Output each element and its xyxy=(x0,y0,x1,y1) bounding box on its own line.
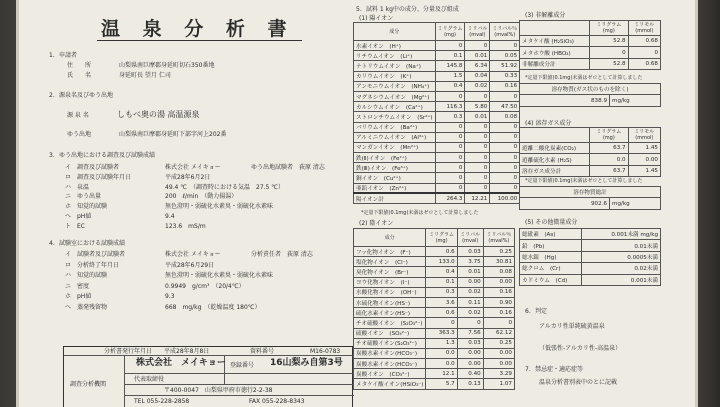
anion-cell: 0.16 xyxy=(483,308,514,318)
gas-row xyxy=(520,165,661,176)
cation-cell: 47.50 xyxy=(490,102,520,112)
gas-note: *定量下限値(0.1mg)未満はゼロとして計算しました xyxy=(525,178,643,184)
anion-cell: 0.3 xyxy=(426,287,457,297)
s4-row-key: へ 蒸発残留物 xyxy=(65,304,108,311)
cation-row xyxy=(354,142,520,152)
anion-cell: 0.03 xyxy=(457,247,483,257)
anion-cell: 塩化物イオン (Cl⁻) xyxy=(354,257,426,267)
anion-cell: 7.56 xyxy=(457,328,483,338)
cation-cell: 銅イオン (Cu²⁺) xyxy=(354,173,436,183)
cation-cell: 亜鉛イオン (Zn²⁺) xyxy=(354,183,436,193)
company-name: 株式会社 メイキョー xyxy=(136,358,226,368)
ref-number-value: M16-0783 xyxy=(310,348,341,355)
cation-row xyxy=(354,122,520,132)
cation-row xyxy=(354,112,520,122)
cation-cell: 水素イオン (H⁺) xyxy=(354,41,436,51)
undis-cell: 0.68 xyxy=(628,58,660,69)
anion-cell: 0.25 xyxy=(483,338,514,348)
trace-cell: カドミウム (Cd) xyxy=(520,274,582,285)
gas-cell: 1.45 xyxy=(628,165,660,176)
anion-cell: 水硫化物イオン(HS⁻) xyxy=(354,297,426,307)
cation-cell: 0.04 xyxy=(465,71,490,81)
anion-cell: 0.00 xyxy=(483,348,514,358)
s4-row-key: ハ 知覚的試験 xyxy=(65,272,108,280)
cation-cell: 116.3 xyxy=(435,102,465,112)
cation-header: 成分 xyxy=(354,23,436,41)
gas-row xyxy=(520,154,661,165)
anion-cell: 0.02 xyxy=(457,308,483,318)
gas-header: ミリグラム (mg) xyxy=(590,128,629,143)
gas-cell: 63.7 xyxy=(590,143,629,154)
cation-cell: 0.01 xyxy=(465,112,490,122)
s4-row-value: 0.9949 g/cm³ （20/4℃） xyxy=(165,282,245,290)
anion-cell: 0.00 xyxy=(457,359,483,369)
trace-cell: 鉛 (Pb) xyxy=(520,240,582,251)
s3-row-value: 平成28年6月2日 xyxy=(165,173,211,181)
trace-cell: 0.02未満 xyxy=(582,263,661,274)
company-fax: FAX 055-228-8343 xyxy=(249,398,305,405)
anion-cell: 0.03 xyxy=(457,338,483,348)
gas-header: ミリモル (mmol) xyxy=(628,128,660,143)
s1-num: 1. xyxy=(49,52,55,59)
anion-row xyxy=(354,369,515,379)
s3-row-key: ハ 泉温 xyxy=(65,183,90,191)
cation-cell: アンモニウムイオン (NH₄⁺) xyxy=(354,81,436,91)
cation-cell: 鉄(Ⅱ)イオン (Fe²⁺) xyxy=(354,153,436,163)
cation-row xyxy=(354,71,520,81)
anion-cell: メタケイ酸イオン(HSiO₃⁻) xyxy=(354,379,426,389)
cation-cell: 0 xyxy=(465,173,490,183)
anion-cell: 0 xyxy=(483,318,514,328)
dissolved-solids-unit: mg/kg xyxy=(610,95,661,106)
trace-row xyxy=(520,263,661,274)
trace-cell: 0.0005未満 xyxy=(582,251,661,262)
cation-cell: 0 xyxy=(435,183,465,193)
trace-cell: 0.001未満 xyxy=(582,274,661,285)
anion-cell: 0.00 xyxy=(483,277,514,287)
cation-row xyxy=(354,153,520,163)
anion-cell: 0.02 xyxy=(457,287,483,297)
cation-cell: 6.34 xyxy=(465,61,490,71)
cation-cell: 0 xyxy=(465,183,490,193)
anion-table xyxy=(353,228,515,390)
title-underline xyxy=(97,40,302,41)
anion-cell: フッ化物イオン (F⁻) xyxy=(354,247,426,257)
anion-row xyxy=(354,287,515,297)
anion-cell: 1.3 xyxy=(426,338,457,348)
total-solids-unit: mg/kg xyxy=(610,198,661,209)
anion-row xyxy=(354,267,515,277)
anion-cell: 0.0 xyxy=(426,348,457,358)
cation-total-cell: 100.00 xyxy=(490,193,520,203)
cation-cell: 0.1 xyxy=(435,51,465,61)
anion-header: ミリバル％ (mval%) xyxy=(483,229,514,247)
anion-cell: 炭酸水素イオン(HCO₃⁻) xyxy=(354,348,426,358)
cation-cell: アルミニウムイオン (Al³⁺) xyxy=(354,132,436,142)
anion-cell: 0.08 xyxy=(483,267,514,277)
s3-num: 3. xyxy=(49,152,55,159)
s1-addr-value: 山梨県南巨摩郡身延町切石350番地 xyxy=(119,62,215,69)
s3-row-key: イ 調査及び試験者 xyxy=(65,164,120,171)
anion-cell: 30.81 xyxy=(483,257,514,267)
undis-cell: 0.68 xyxy=(628,36,660,47)
cation-cell: 0 xyxy=(490,91,520,101)
cation-cell: 0.01 xyxy=(465,51,490,61)
cation-cell: 0 xyxy=(435,142,465,152)
anion-row xyxy=(354,277,515,287)
anion-cell: 3.75 xyxy=(457,257,483,267)
anion-cell: ヨウ化物イオン (I⁻) xyxy=(354,277,426,287)
anion-row xyxy=(354,328,515,338)
cation-cell: 145.8 xyxy=(435,61,465,71)
s4-num: 4. xyxy=(49,240,55,247)
anion-row xyxy=(354,348,515,358)
representative-label: 代表取締役 xyxy=(134,376,165,383)
anion-row xyxy=(354,257,515,267)
cation-cell: 0 xyxy=(465,122,490,132)
anion-header: ミリバル (mval) xyxy=(457,229,483,247)
anion-cell: 臭化物イオン (Br⁻) xyxy=(354,267,426,277)
trace-cell: 0.001未満 mg/kg xyxy=(582,229,661,240)
issue-date-value: 平成28年8月8日 xyxy=(164,348,210,355)
cation-cell: カルシウムイオン (Ca²⁺) xyxy=(354,102,436,112)
cation-cell: 0 xyxy=(465,163,490,173)
analysis-document xyxy=(16,0,698,407)
anion-cell: 0.40 xyxy=(457,369,483,379)
anion-cell: 0.4 xyxy=(426,267,457,277)
anion-cell: チオ硫酸イオン(S₂O₃²⁻) xyxy=(354,338,426,348)
cation-row xyxy=(354,91,520,101)
anion-cell: 1.07 xyxy=(483,379,514,389)
s4-row-key: ホ pH値 xyxy=(65,293,92,301)
cation-cell: 0 xyxy=(490,163,520,173)
anion-header: 成分 xyxy=(354,229,426,247)
undis-cell: 52.8 xyxy=(590,36,629,47)
cation-table xyxy=(353,22,520,204)
s3-row-key: ロ 調査及び試験年月日 xyxy=(65,173,132,181)
anion-cell: 0.00 xyxy=(483,359,514,369)
cation-cell: 0 xyxy=(435,173,465,183)
anion-cell: 0.13 xyxy=(457,379,483,389)
cation-note: *定量下限値(0.1mg)未満はゼロとして計算しました xyxy=(361,210,479,216)
anion-cell: 3.6 xyxy=(426,297,457,307)
anion-cell: 0.90 xyxy=(483,297,514,307)
cation-cell: 0.05 xyxy=(490,51,520,61)
s2-source-value: しもべ奥の湯 高温源泉 xyxy=(117,110,200,119)
cation-cell: 0.3 xyxy=(435,112,465,122)
gas-cell: 63.7 xyxy=(590,165,629,176)
anion-cell: 62.12 xyxy=(483,328,514,338)
anion-cell: 0.01 xyxy=(457,267,483,277)
cation-row xyxy=(354,173,520,183)
s3-row-value: 無色澄明・弱硫化水素臭・弱硫化水素味 xyxy=(165,203,274,211)
s4-row-value: 無色澄明・弱硫化水素臭・弱硫化水素味 xyxy=(165,272,274,280)
cation-cell: 0 xyxy=(490,142,520,152)
cation-cell: バリウムイオン (Ba²⁺) xyxy=(354,122,436,132)
undis-header: ミリグラム (mg) xyxy=(590,21,629,36)
anion-cell: 炭酸水素イオン(HCO₃⁻) xyxy=(354,359,426,369)
anion-cell: 133.0 xyxy=(426,257,457,267)
anion-cell: 0 xyxy=(457,318,483,328)
registration-value: 16山梨み自第3号 xyxy=(270,358,343,368)
cation-cell: 5.80 xyxy=(465,102,490,112)
anion-cell: 炭酸イオン (CO₃²⁻) xyxy=(354,369,426,379)
cation-cell: 0.16 xyxy=(490,81,520,91)
s3-row-value: 9.4 xyxy=(165,213,175,220)
cation-row xyxy=(354,51,520,61)
cation-cell: リチウムイオン (Li⁺) xyxy=(354,51,436,61)
cation-cell: 0.08 xyxy=(490,112,520,122)
cation-cell: 0 xyxy=(490,173,520,183)
cation-cell: 0 xyxy=(435,41,465,51)
s5-num: 5. xyxy=(356,6,362,13)
s4-row-value: 9.3 xyxy=(165,293,175,301)
cation-cell: 1.5 xyxy=(435,71,465,81)
undis-cell: メタケイ酸 (H₂SiO₃) xyxy=(520,36,590,47)
cation-header: ミリグラム (mg) xyxy=(435,23,465,41)
total-solids-value: 902.6 xyxy=(520,198,610,209)
cation-row xyxy=(354,81,520,91)
s3-label: ゆう出地における調査及び試験成績 xyxy=(59,152,156,159)
cation-cell: 0 xyxy=(435,153,465,163)
s3-row-key: ト EC xyxy=(65,222,85,230)
document-title: 温 泉 分 析 書 xyxy=(101,18,295,40)
s4-row-key: ニ 密度 xyxy=(65,282,90,290)
s4-row-key: ロ 分析終了年月日 xyxy=(65,261,120,269)
cation-total-row xyxy=(354,193,520,203)
dissolved-solids-label: 溶存物質(ガス状のものを除く) xyxy=(520,84,661,95)
judgement-subvalue: （低張性-アルカリ性-高温泉） xyxy=(539,345,622,352)
cation-row xyxy=(354,61,520,71)
s1-name-label: 氏 名 xyxy=(67,72,92,79)
s4-row-value: 平成28年6月29日 xyxy=(165,261,215,269)
cation-row xyxy=(354,132,520,142)
gas-cell: 遊離二酸化炭素(CO₂) xyxy=(520,143,590,154)
cation-cell: 0 xyxy=(490,41,520,51)
undis-row xyxy=(520,58,661,69)
s4-row-key: イ 試験者及び試験者 xyxy=(65,251,126,258)
trace-row xyxy=(520,251,661,262)
cation-cell: 0 xyxy=(435,132,465,142)
cation-header: ミリバル (mval) xyxy=(465,23,490,41)
anion-row xyxy=(354,338,515,348)
s3-row-key: へ pH値 xyxy=(65,213,92,220)
issuer-box xyxy=(63,346,353,407)
undis-cell: 非解離成分計 xyxy=(520,58,590,69)
s4-row-value2: 分析責任者 荻原 清志 xyxy=(251,251,313,258)
s6-num: 6. xyxy=(525,308,531,315)
cation-cell: 0.02 xyxy=(465,81,490,91)
gas-cell: 溶存ガス成分計 xyxy=(520,165,590,176)
gas-cell: 遊離硫化水素 (H₂S) xyxy=(520,154,590,165)
anion-cell: 0.25 xyxy=(483,247,514,257)
company-address: 〒400-0047 山梨県甲府市徳行2-2-38 xyxy=(164,387,273,394)
s3-row-value: 200 ℓ/min （動力揚湯） xyxy=(165,193,238,201)
company-tel: TEL 055-228-2858 xyxy=(134,398,190,405)
anion-cell: 0.1 xyxy=(426,277,457,287)
trace-row xyxy=(520,274,661,285)
undis-header: ミリモル (mmol) xyxy=(628,21,660,36)
anion-row xyxy=(354,297,515,307)
cation-cell: 鉄(Ⅲ)イオン (Fe³⁺) xyxy=(354,163,436,173)
anion-cell: 3.29 xyxy=(483,369,514,379)
undis-row xyxy=(520,47,661,58)
cation-title: (1) 陽イオン xyxy=(359,15,394,22)
cation-cell: 0 xyxy=(465,153,490,163)
anion-cell: 水酸化物イオン (OH⁻) xyxy=(354,287,426,297)
cation-total-cell: 264.3 xyxy=(435,193,465,203)
anion-cell: 0.00 xyxy=(457,277,483,287)
registration-label: 登録番号 xyxy=(230,362,255,369)
undis-cell: 0 xyxy=(590,47,629,58)
cation-cell: マグネシウムイオン (Mg²⁺) xyxy=(354,91,436,101)
trace-cell: 総水銀 (Hg) xyxy=(520,251,582,262)
trace-table xyxy=(519,228,661,286)
cation-cell: 0 xyxy=(490,153,520,163)
anion-cell: 硫化水素イオン(HS⁻) xyxy=(354,308,426,318)
s3-row-value: 49.4 ℃ （調査時における気温 27.5 ℃） xyxy=(165,183,285,191)
s2-num: 2. xyxy=(49,92,55,99)
cation-cell: 0 xyxy=(490,122,520,132)
s3-row-value: 株式会社 メイキョー xyxy=(165,164,221,171)
undissociated-title: (3) 非解離成分 xyxy=(525,12,566,19)
s7-label: 禁忌症・適応症等 xyxy=(535,366,584,373)
total-solids-table xyxy=(519,186,661,210)
s6-label: 判定 xyxy=(535,308,548,315)
anion-header: ミリグラム (mg) xyxy=(426,229,457,247)
cation-cell: 0.4 xyxy=(435,81,465,91)
cation-cell: マンガンイオン (Mn²⁺) xyxy=(354,142,436,152)
cation-row xyxy=(354,102,520,112)
org-label: 調査分析機関 xyxy=(70,381,107,388)
undis-cell: 52.8 xyxy=(590,58,629,69)
anion-cell: 5.7 xyxy=(426,379,457,389)
trace-cell: 総クロム (Cr) xyxy=(520,263,582,274)
trace-cell: 0.01未満 xyxy=(582,240,661,251)
anion-cell: 0.11 xyxy=(457,297,483,307)
s3-row-key: ニ ゆう出量 xyxy=(65,193,102,201)
anion-row xyxy=(354,318,515,328)
gas-cell: 1.45 xyxy=(628,143,660,154)
cation-row xyxy=(354,163,520,173)
anion-cell: 硫酸イオン (SO₄²⁻) xyxy=(354,328,426,338)
cation-row xyxy=(354,41,520,51)
s7-num: 7. xyxy=(525,366,531,373)
dissolved-solids-value: 838.9 xyxy=(520,95,610,106)
anion-cell: 0.0 xyxy=(426,359,457,369)
s3-row-value: 123.6 mS/m xyxy=(165,222,206,230)
cation-cell: 0 xyxy=(490,183,520,193)
s3-row-key: ホ 知覚的試験 xyxy=(65,203,108,211)
trace-cell: 総砒素 (As) xyxy=(520,229,582,240)
cation-cell: 0 xyxy=(465,132,490,142)
undissociated-note: *定量下限値(0.1mg)未満はゼロとして計算しました xyxy=(525,75,643,81)
cation-cell: 0 xyxy=(490,132,520,142)
anion-title: (2) 陰イオン xyxy=(359,220,394,227)
trace-title: (5) その他微量成分 xyxy=(525,219,578,226)
anion-cell: 0.6 xyxy=(426,247,457,257)
undis-row xyxy=(520,36,661,47)
cation-cell: 51.92 xyxy=(490,61,520,71)
s3-row-value2: ゆう出地試験者 荻原 清志 xyxy=(251,164,325,171)
anion-cell: チオ硫酸イオン (S₂O₃²⁻) xyxy=(354,318,426,328)
s2-location-label: ゆう出地 xyxy=(67,131,92,138)
anion-row xyxy=(354,379,515,389)
anion-cell: 0.16 xyxy=(483,287,514,297)
s5-label: 試料 1 kg中の成分、分量及び組成 xyxy=(366,6,459,13)
s1-addr-label: 住 所 xyxy=(67,62,92,69)
trace-row xyxy=(520,229,661,240)
cation-row xyxy=(354,183,520,193)
gas-table xyxy=(519,127,661,177)
gas-cell: 0.0 xyxy=(590,154,629,165)
cation-cell: 0 xyxy=(465,41,490,51)
cation-cell: 0 xyxy=(435,122,465,132)
undis-cell: 0 xyxy=(628,47,660,58)
anion-row xyxy=(354,247,515,257)
cation-cell: 0.33 xyxy=(490,71,520,81)
issue-date-label: 分析書発行年月日 xyxy=(104,348,153,355)
undissociated-table xyxy=(519,20,661,70)
anion-row xyxy=(354,359,515,369)
judgement-value: アルカリ性単純硫黄温泉 xyxy=(539,323,605,330)
anion-cell: 363.3 xyxy=(426,328,457,338)
s4-label: 試験室における試験成績 xyxy=(59,240,126,247)
s4-row-value: 668 mg/kg （乾燥温度 180℃） xyxy=(165,304,261,311)
s2-location-value: 山梨県南巨摩郡身延町下部字河上202番 xyxy=(119,131,227,138)
anion-cell: 0 xyxy=(426,318,457,328)
anion-cell: 0.00 xyxy=(457,348,483,358)
dissolved-solids-table xyxy=(519,83,661,107)
cation-cell: カリウムイオン (K⁺) xyxy=(354,71,436,81)
ref-number-label: 資料番号 xyxy=(250,348,275,355)
s2-source-label: 源 泉 名 xyxy=(67,112,89,119)
cation-cell: ストロンチウムイオン (Sr²⁺) xyxy=(354,112,436,122)
gas-row xyxy=(520,143,661,154)
anion-cell: 0.6 xyxy=(426,308,457,318)
s1-name-value: 身延町長 望月 仁司 xyxy=(119,72,171,79)
indications-value: 温泉分析書別表中のとに記載 xyxy=(539,379,618,386)
s2-label: 源泉名及びゆう出地 xyxy=(59,92,114,99)
s4-row-value: 株式会社 メイキョー xyxy=(165,251,221,258)
total-solids-label: 溶存物質総計 xyxy=(520,187,661,198)
anion-cell: 12.1 xyxy=(426,369,457,379)
anion-row xyxy=(354,308,515,318)
cation-header: ミリバル％ (mval%) xyxy=(490,23,520,41)
cation-cell: ナトリウムイオン (Na⁺) xyxy=(354,61,436,71)
cation-cell: 0 xyxy=(435,91,465,101)
cation-cell: 0 xyxy=(465,91,490,101)
cation-total-cell: 12.21 xyxy=(465,193,490,203)
cation-total-cell: 陽イオン計 xyxy=(354,193,436,203)
gas-cell: 0.00 xyxy=(628,154,660,165)
cation-cell: 0 xyxy=(465,142,490,152)
gas-title: (4) 溶存ガス成分 xyxy=(525,120,572,127)
trace-row xyxy=(520,240,661,251)
cation-cell: 0 xyxy=(435,163,465,173)
undis-cell: メタホウ酸 (HBO₂) xyxy=(520,47,590,58)
s1-label: 申請者 xyxy=(59,52,78,59)
